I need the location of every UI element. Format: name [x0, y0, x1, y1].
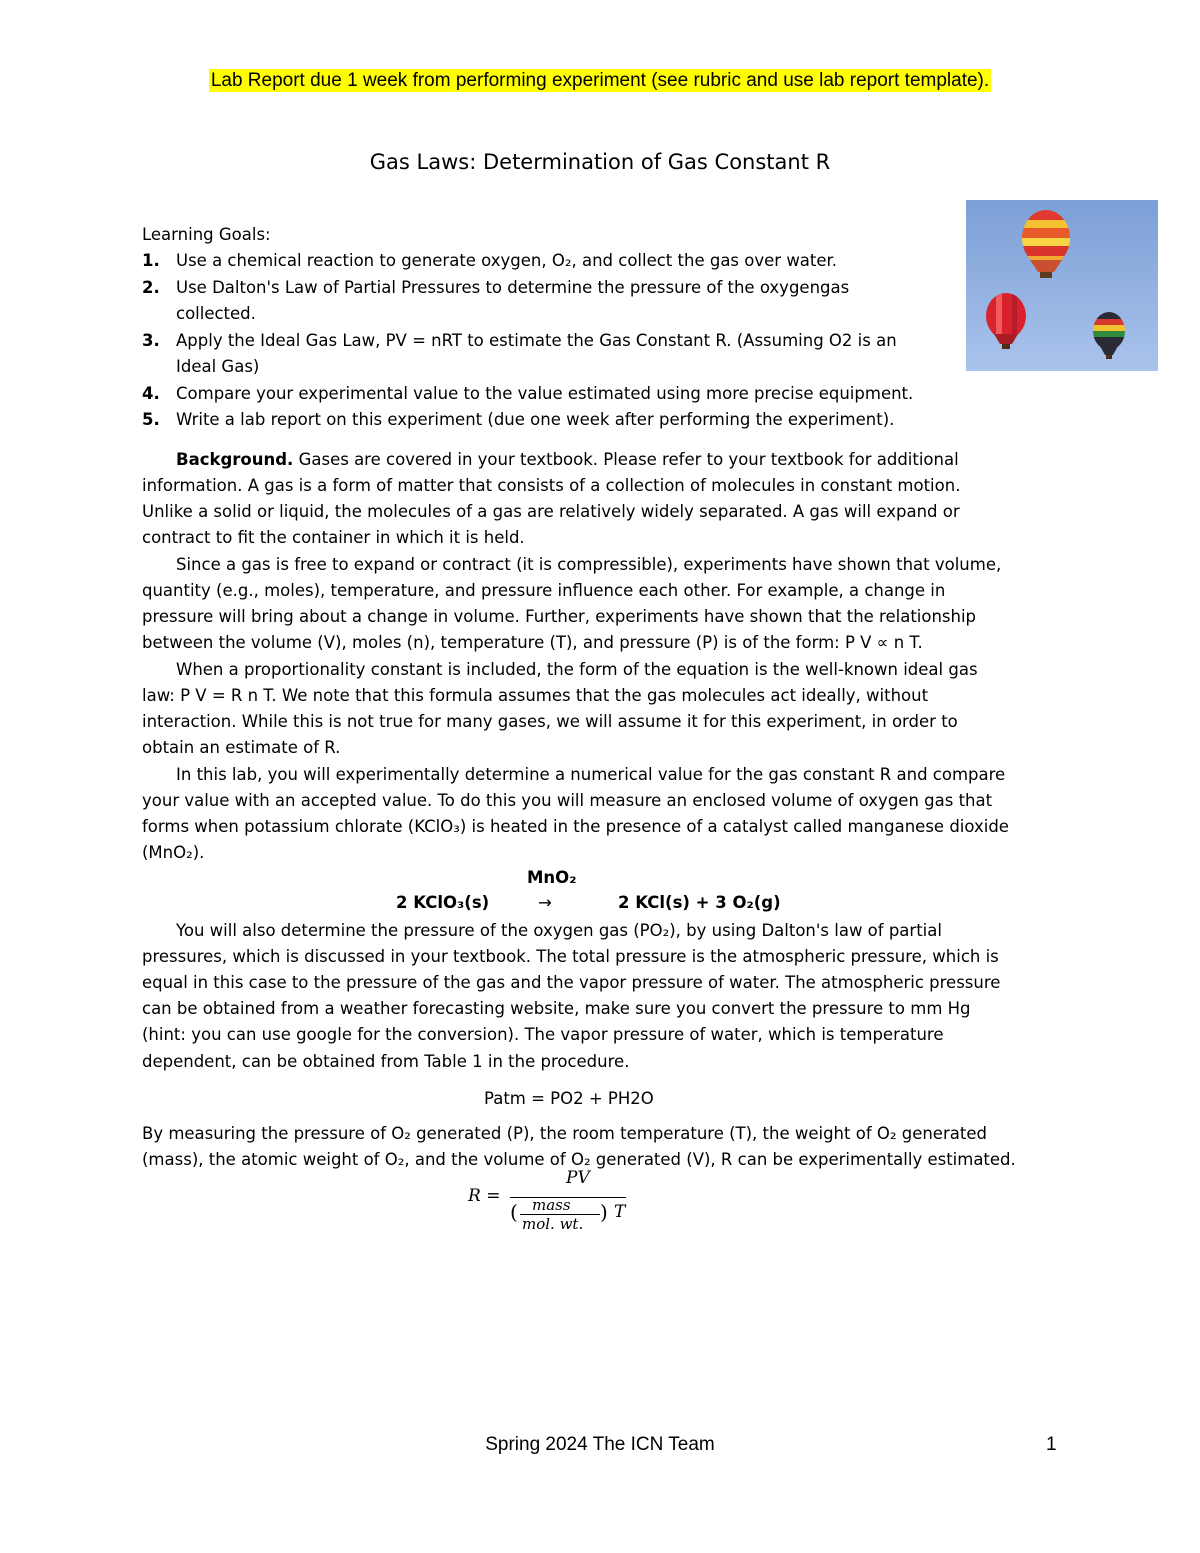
goal-number: 3. — [142, 330, 160, 350]
goal-text: Ideal Gas) — [176, 357, 260, 376]
gas-constant-formula — [464, 1168, 644, 1238]
text-line: information. A gas is a form of matter that consists of a collection of molecules in constant motion. — [142, 476, 961, 495]
page-number: 1 — [1046, 1434, 1057, 1455]
text-line: obtain an estimate of R. — [142, 738, 341, 757]
text-line: (mass), the atomic weight of O₂, and the volume of O₂ generated (V), R can be experimentally estimated. — [142, 1150, 1016, 1169]
formula-lhs: R = — [468, 1186, 501, 1206]
reaction-catalyst: MnO₂ — [527, 868, 577, 887]
formula-mass: mass — [532, 1196, 571, 1214]
text-line: Unlike a solid or liquid, the molecules of a gas are relatively widely separated. A gas will expand or — [142, 502, 960, 521]
text-line: Gases are covered in your textbook. Please refer to your textbook for additional — [298, 450, 959, 469]
formula-temperature: T — [614, 1202, 626, 1222]
text-line: (MnO₂). — [142, 843, 205, 862]
goal-text: Write a lab report on this experiment (due one week after performing the experiment). — [176, 410, 895, 429]
reaction-reactant: 2 KClO₃(s) — [396, 893, 490, 912]
text-line: between the volume (V), moles (n), temperature (T), and pressure (P) is of the form: P V ∝ n T. — [142, 633, 923, 652]
background-heading: Background. — [176, 450, 294, 469]
hot-air-balloons-image — [966, 200, 1158, 371]
reaction-products: 2 KCl(s) + 3 O₂(g) — [618, 893, 781, 912]
formula-numerator: PV — [566, 1168, 590, 1188]
goal-number: 5. — [142, 410, 160, 429]
list-item — [142, 275, 942, 328]
page-title: Gas Laws: Determination of Gas Constant R — [369, 150, 831, 174]
text-line: pressures, which is discussed in your textbook. The total pressure is the atmospheric pressure, which is — [142, 947, 999, 966]
text-line: your value with an accepted value. To do this you will measure an enclosed volume of oxygen gas that — [142, 791, 993, 810]
formula-mol-wt: mol. wt. — [522, 1215, 584, 1233]
balloons-illustration — [966, 200, 1158, 371]
goal-number: 1. — [142, 251, 160, 270]
text-line: dependent, can be obtained from Table 1 in the procedure. — [142, 1052, 630, 1071]
list-item — [142, 248, 942, 275]
text-line: equal in this case to the pressure of the gas and the vapor pressure of water. The atmospheric pressure — [142, 973, 1001, 992]
list-item — [142, 328, 942, 381]
learning-goals-label: Learning Goals: — [142, 225, 271, 244]
background-paragraph-1 — [142, 447, 1062, 474]
goal-number: 2. — [142, 277, 160, 297]
text-line: In this lab, you will experimentally determine a numerical value for the gas constant R and compare — [176, 765, 1006, 784]
text-line: Since a gas is free to expand or contract (it is compressible), experiments have shown that volume, — [176, 555, 1002, 574]
footer-text: Spring 2024 The ICN Team — [485, 1434, 715, 1455]
list-item — [142, 381, 942, 408]
goal-text: Apply the Ideal Gas Law, PV = nRT to estimate the Gas Constant R. (Assuming O2 is an — [176, 330, 897, 350]
page-footer — [0, 1434, 1200, 1460]
text-line: By measuring the pressure of O₂ generated (P), the room temperature (T), the weight of O₂ generated — [142, 1124, 987, 1143]
due-date-banner — [0, 70, 1200, 92]
text-line: interaction. While this is not true for many gases, we will assume it for this experiment, in order to — [142, 712, 958, 731]
goal-number: 4. — [142, 383, 160, 403]
text-line: law: P V = R n T. We note that this formula assumes that the gas molecules act ideally, without — [142, 686, 929, 705]
goal-text: collected. — [176, 304, 256, 323]
goal-text: Compare your experimental value to the value estimated using more precise equipment. — [176, 383, 914, 403]
text-line: (hint: you can use google for the conversion). The vapor pressure of water, which is temperature — [142, 1025, 944, 1044]
goal-text: Use Dalton's Law of Partial Pressures to determine the pressure of the oxygengas — [176, 277, 850, 297]
text-line: contract to fit the container in which it is held. — [142, 528, 525, 547]
reaction-arrow: → — [538, 893, 552, 912]
text-line: forms when potassium chlorate (KClO₃) is heated in the presence of a catalyst called manganese dioxide — [142, 817, 1009, 836]
text-line: pressure will bring about a change in volume. Further, experiments have shown that the relationship — [142, 607, 977, 626]
close-paren: ) — [600, 1200, 608, 1224]
goal-text: Use a chemical reaction to generate oxygen, O₂, and collect the gas over water. — [176, 251, 838, 270]
list-item — [142, 407, 942, 434]
text-line: quantity (e.g., moles), temperature, and pressure influence each other. For example, a change in — [142, 581, 946, 600]
partial-pressure-equation: Patm = PO2 + PH2O — [484, 1089, 654, 1108]
learning-goals-list — [142, 248, 942, 434]
open-paren: ( — [510, 1200, 518, 1224]
due-date-text: Lab Report due 1 week from performing experiment (see rubric and use lab report template). — [210, 70, 990, 91]
text-line: can be obtained from a weather forecasting website, make sure you convert the pressure to mm Hg — [142, 999, 971, 1018]
text-line: When a proportionality constant is included, the form of the equation is the well-known ideal gas — [176, 660, 978, 679]
text-line: You will also determine the pressure of the oxygen gas (PO₂), by using Dalton's law of partial — [176, 921, 942, 940]
